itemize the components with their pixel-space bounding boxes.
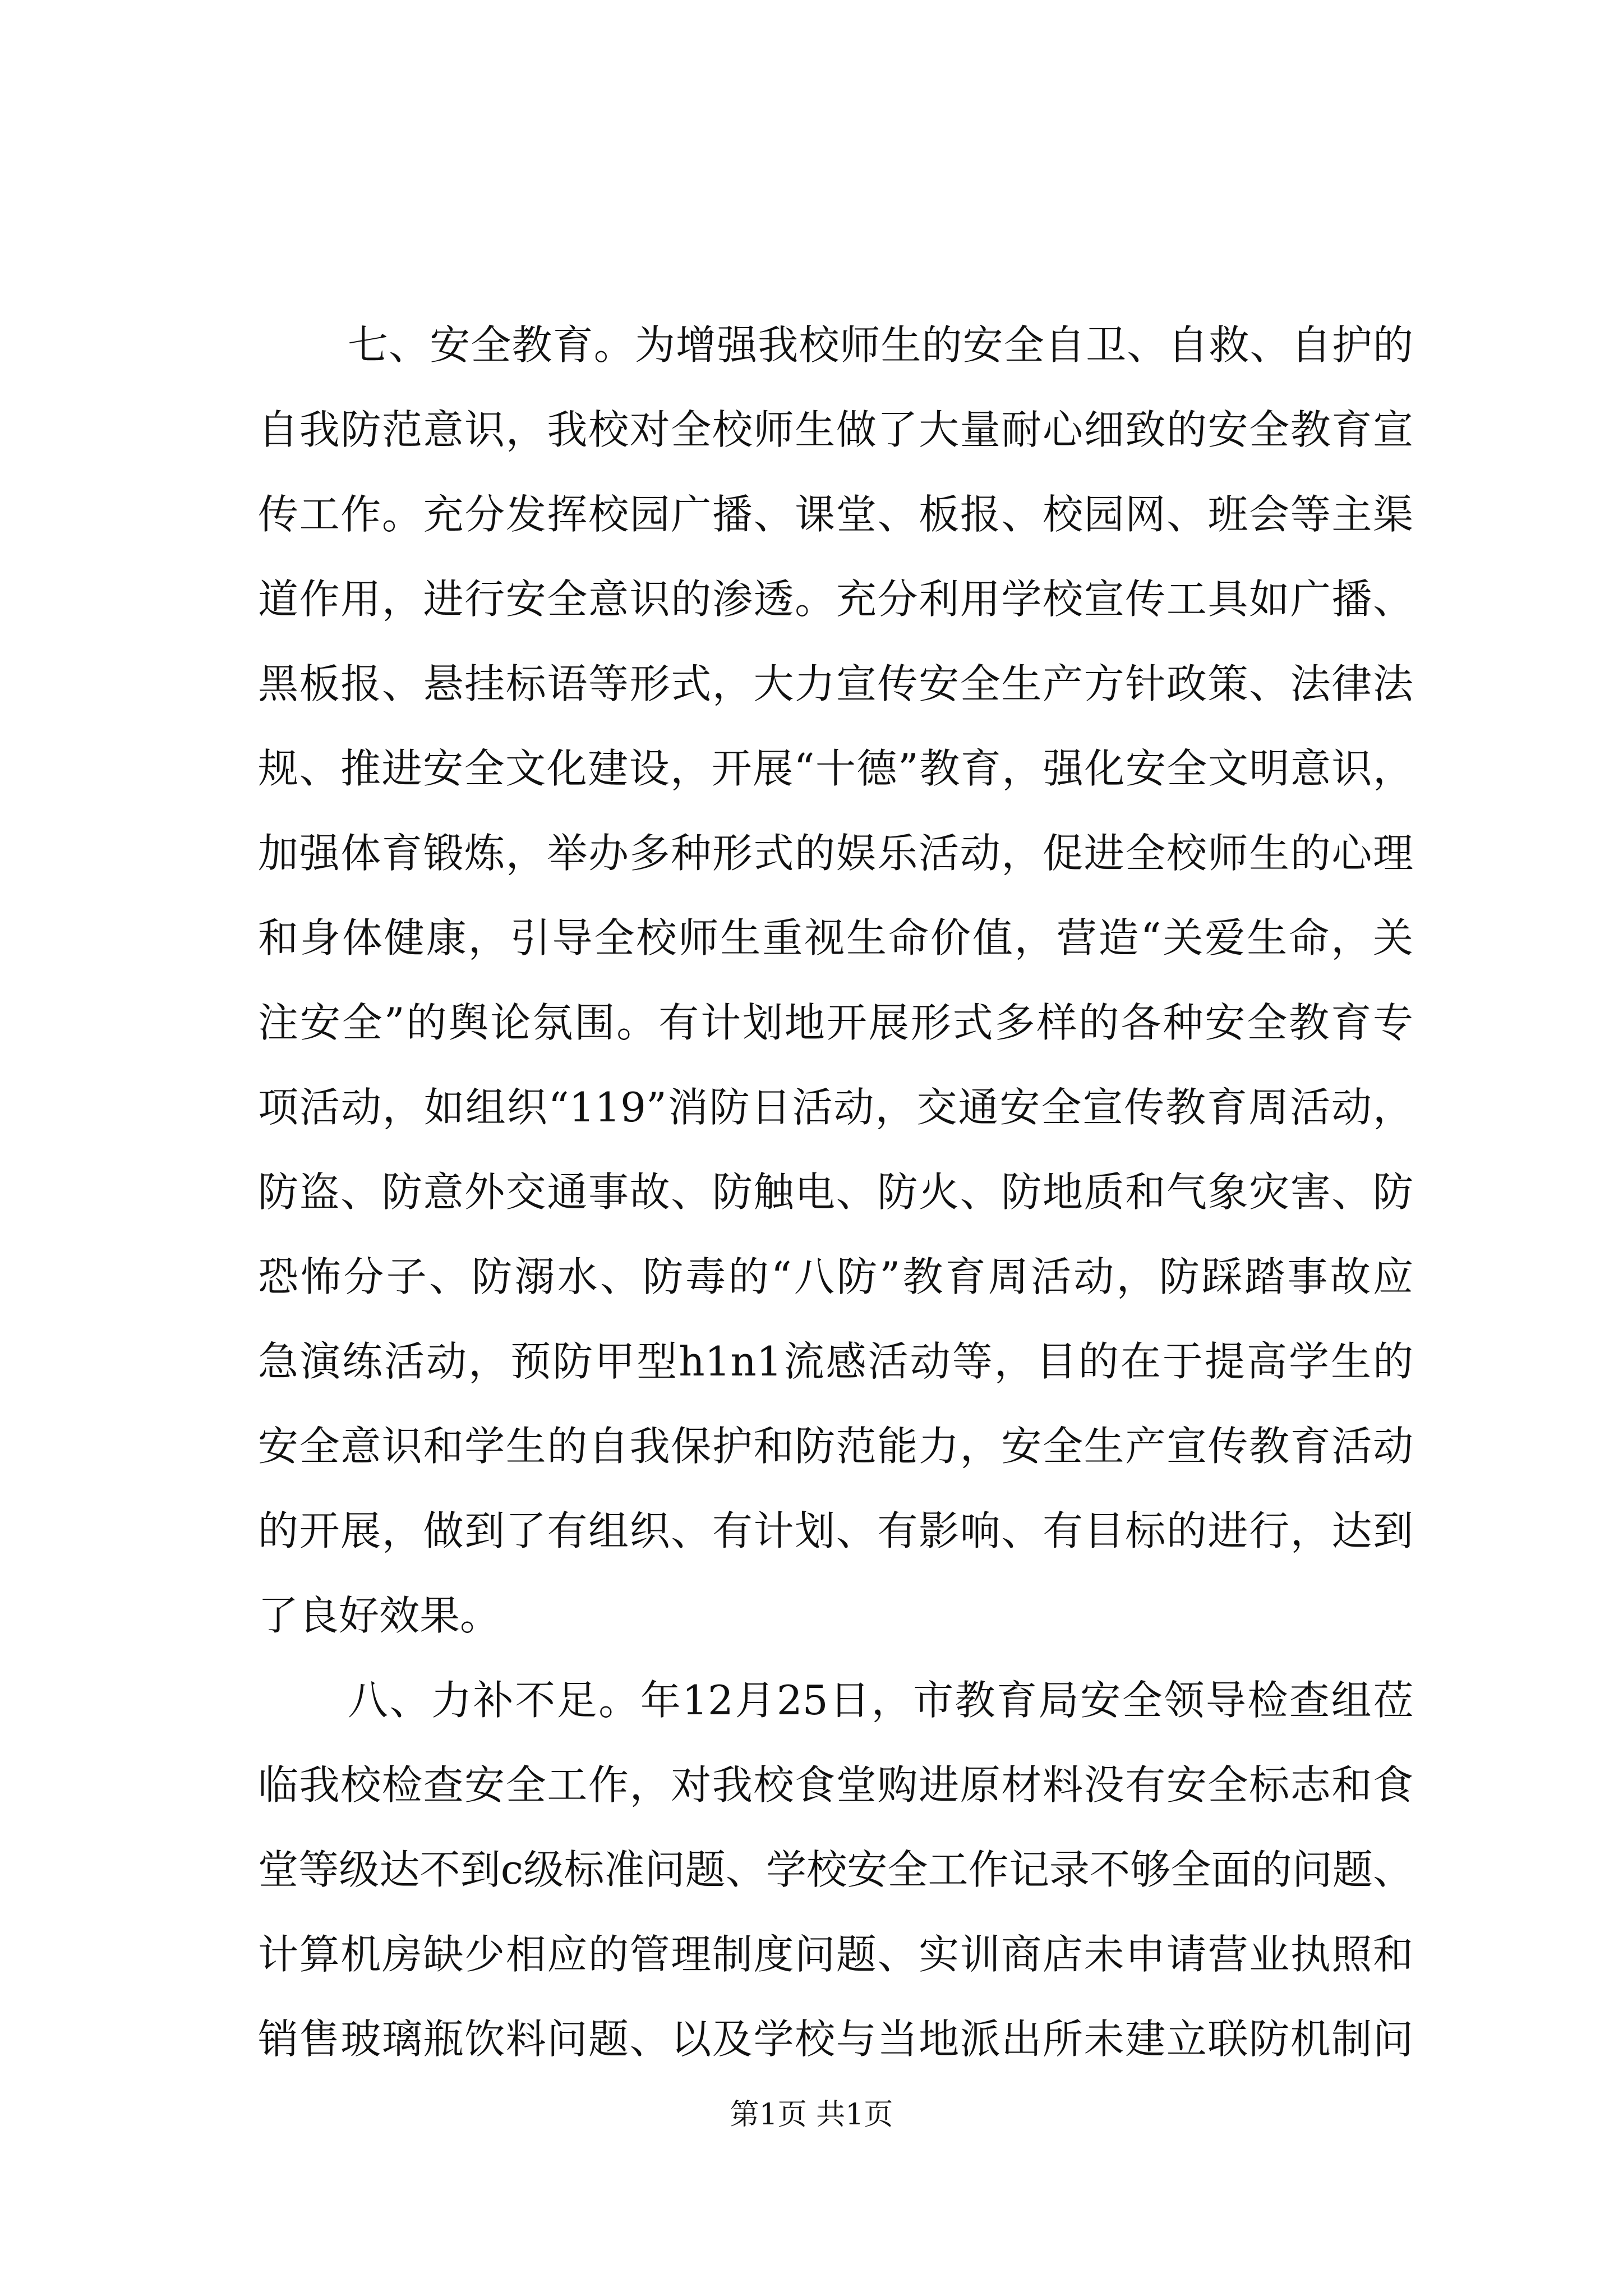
paragraph-1-line-10: 项活动，如组织“119”消防日活动，交通安全宣传教育周活动， xyxy=(258,1084,1413,1131)
paragraph-1-line-8: 和身体健康，引导全校师生重视生命价值，营造“关爱生命，关 xyxy=(258,914,1413,961)
paragraph-1-line-3: 传工作。充分发挥校园广播、课堂、板报、校园网、班会等主渠 xyxy=(258,491,1413,538)
paragraph-2-line-1: 八、力补不足。年12月25日，市教育局安全领导检查组莅 xyxy=(348,1677,1413,1724)
paragraph-1-line-1: 七、安全教育。为增强我校师生的安全自卫、自救、自护的 xyxy=(348,321,1413,369)
paragraph-1-line-15: 的开展，做到了有组织、有计划、有影响、有目标的进行，达到 xyxy=(258,1507,1413,1554)
paragraph-1-line-14: 安全意识和学生的自我保护和防范能力，安全生产宣传教育活动 xyxy=(258,1423,1413,1470)
paragraph-1-line-16: 了良好效果。 xyxy=(258,1592,501,1639)
paragraph-2-line-3: 堂等级达不到c级标准问题、学校安全工作记录不够全面的问题、 xyxy=(258,1846,1413,1893)
paragraph-2-line-2: 临我校检查安全工作，对我校食堂购进原材料没有安全标志和食 xyxy=(258,1761,1413,1809)
page-number-label: 第1页 共1页 xyxy=(730,2098,893,2132)
paragraph-1-line-12: 恐怖分子、防溺水、防毒的“八防”教育周活动，防踩踏事故应 xyxy=(258,1253,1413,1300)
paragraph-1-line-6: 规、推进安全文化建设，开展“十德”教育，强化安全文明意识， xyxy=(258,745,1413,792)
paragraph-1-line-11: 防盗、防意外交通事故、防触电、防火、防地质和气象灾害、防 xyxy=(258,1168,1413,1216)
document-body xyxy=(258,303,1413,2082)
paragraph-1-line-9: 注安全”的舆论氛围。有计划地开展形式多样的各种安全教育专 xyxy=(258,999,1413,1046)
paragraph-1-line-13: 急演练活动，预防甲型h1n1流感活动等，目的在于提高学生的 xyxy=(258,1338,1413,1385)
paragraph-1-line-7: 加强体育锻炼，举办多种形式的娱乐活动，促进全校师生的心理 xyxy=(258,830,1413,877)
paragraph-1-line-4: 道作用，进行安全意识的渗透。充分利用学校宣传工具如广播、 xyxy=(258,576,1413,623)
page-footer xyxy=(0,2095,1623,2134)
paragraph-2-line-4: 计算机房缺少相应的管理制度问题、实训商店未申请营业执照和 xyxy=(258,1931,1413,1978)
paragraph-1-line-2: 自我防范意识，我校对全校师生做了大量耐心细致的安全教育宣 xyxy=(258,406,1413,453)
paragraph-2-line-5: 销售玻璃瓶饮料问题、以及学校与当地派出所未建立联防机制问 xyxy=(258,2016,1413,2063)
paragraph-1-line-5: 黑板报、悬挂标语等形式，大力宣传安全生产方针政策、法律法 xyxy=(258,660,1413,707)
